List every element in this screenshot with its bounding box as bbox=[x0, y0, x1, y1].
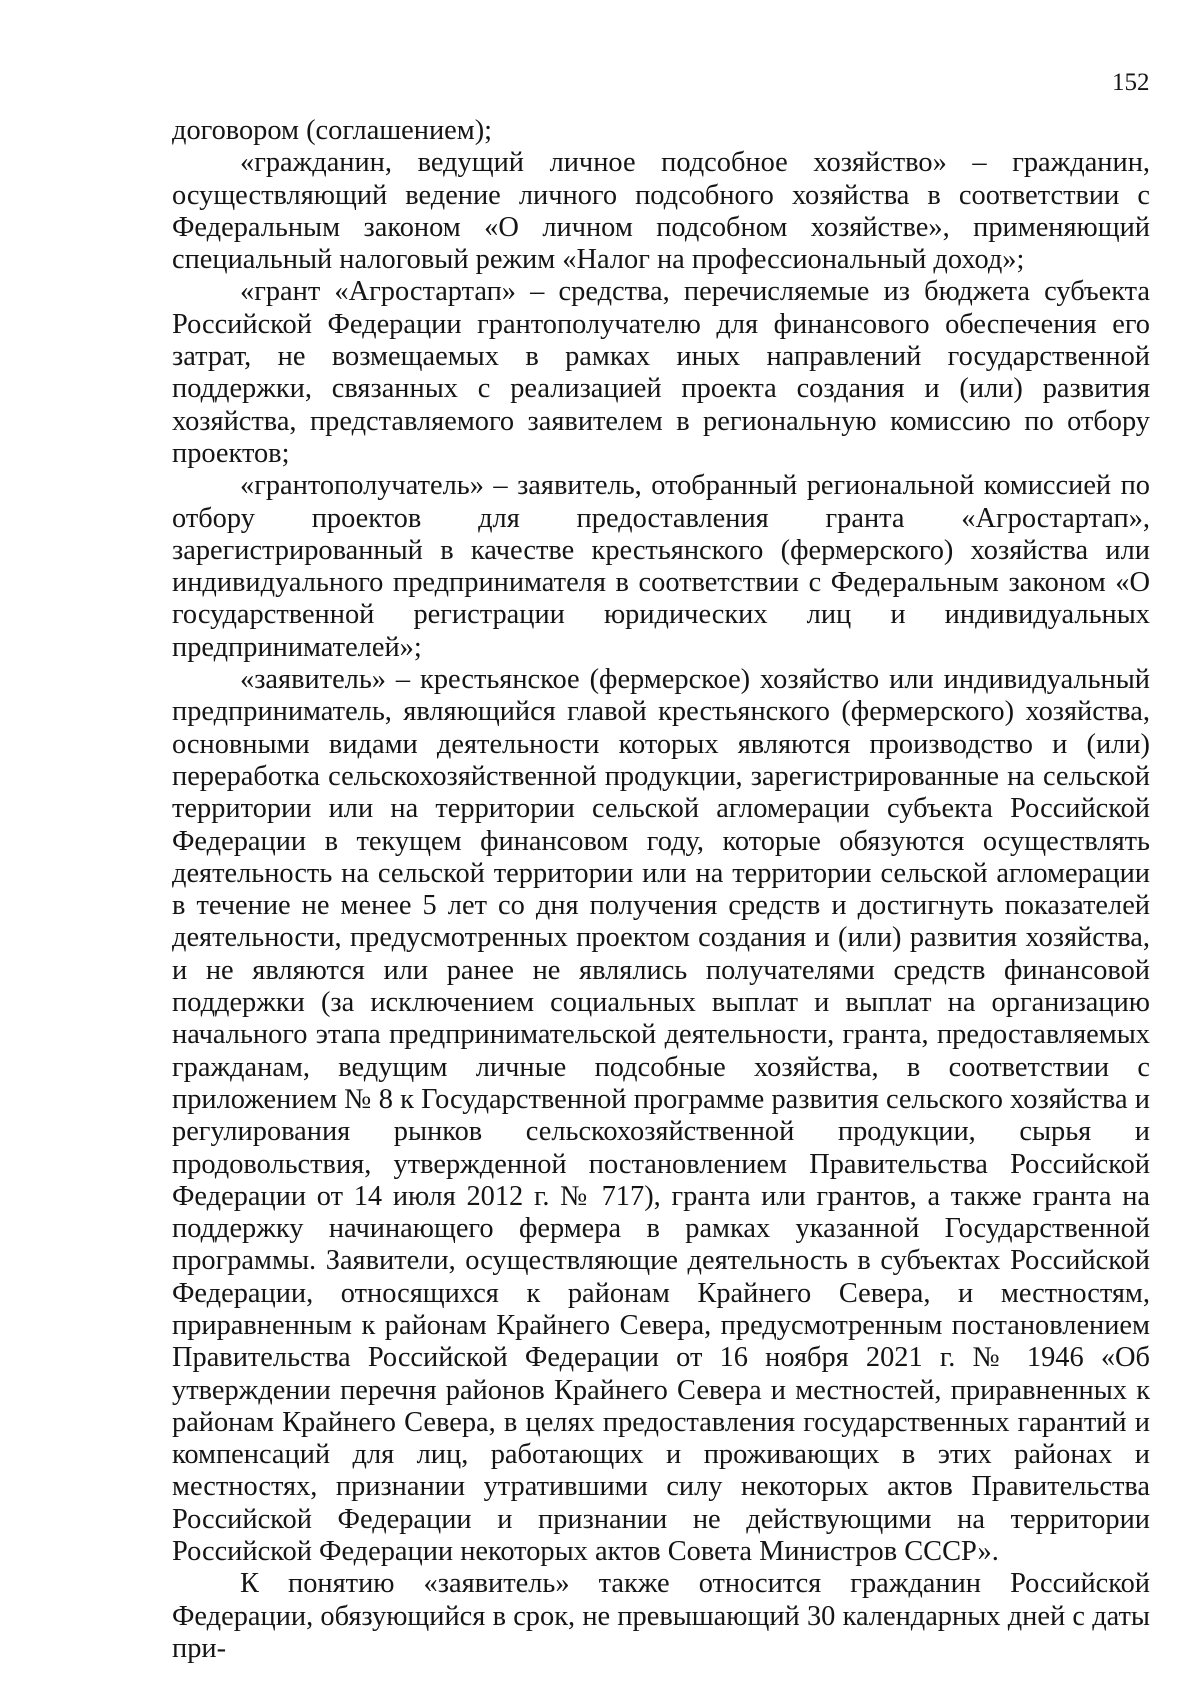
paragraph-agrostartup-grant-definition: «грант «Агростартап» – средства, перечисляемые из бюджета субъекта Российской Федерации грантополучателю для финансового обеспечения его затрат, не возмещаемых в рамках иных направлений государственной поддержки, связанных с реализацией проекта создания и (или) развития хозяйства, представляемого заявителем в региональную комиссию по отбору проектов; bbox=[172, 276, 1150, 469]
document-body bbox=[172, 115, 1150, 1665]
paragraph-contract-continuation: договором (соглашением); bbox=[172, 115, 493, 146]
paragraph-applicant-definition: «заявитель» – крестьянское (фермерское) хозяйство или индивидуальный предприниматель, являющийся главой крестьянского (фермерского) хозяйства, основными видами деятельности которых являются производство и (или) переработка сельскохозяйственной продукции, зарегистрированные на сельской территории или на территории сельской агломерации субъекта Российской Федерации в текущем финансовом году, которые обязуются осуществлять деятельность на сельской территории или на территории сельской агломерации в течение не менее 5 лет со дня получения средств и достигнуть показателей деятельности, предусмотренных проектом создания и (или) развития хозяйства, и не являются или ранее не являлись получателями средств финансовой поддержки (за исключением социальных выплат и выплат на организацию начального этапа предпринимательской деятельности, гранта, предоставляемых гражданам, ведущим личные подсобные хозяйства, в соответствии с приложением № 8 к Государственной программе развития сельского хозяйства и регулирования рынков сельскохозяйственной продукции, сырья и продовольствия, утвержденной постановлением Правительства Российской Федерации от 14 июля 2012 г. № 717), гранта или грантов, а также гранта на поддержку начинающего фермера в рамках указанной Государственной программы. Заявители, осуществляющие деятельность в субъектах Российской Федерации, относящихся к районам Крайнего Севера, и местностям, приравненным к районам Крайнего Севера, предусмотренным постановлением Правительства Российской Федерации от 16 ноября 2021 г. № 1946 «Об утверждении перечня районов Крайнего Севера и местностей, приравненных к районам Крайнего Севера, в целях предоставления государственных гарантий и компенсаций для лиц, работающих и проживающих в этих районах и местностях, признании утратившими силу некоторых актов Правительства Российской Федерации и признании не действующими на территории Российской Федерации некоторых актов Совета Министров СССР». bbox=[172, 664, 1150, 1568]
paragraph-citizen-definition: «гражданин, ведущий личное подсобное хозяйство» – гражданин, осуществляющий ведение личного подсобного хозяйства в соответствии с Федеральным законом «О личном подсобном хозяйстве», применяющий специальный налоговый режим «Налог на профессиональный доход»; bbox=[172, 147, 1150, 276]
paragraph-applicant-extension: К понятию «заявитель» также относится гражданин Российской Федерации, обязующийся в срок, не превышающий 30 календарных дней с даты при- bbox=[172, 1568, 1150, 1664]
paragraph-grant-recipient-definition: «грантополучатель» – заявитель, отобранный региональной комиссией по отбору проектов для предоставления гранта «Агростартап», зарегистрированный в качестве крестьянского (фермерского) хозяйства или индивидуального предпринимателя в соответствии с Федеральным законом «О государственной регистрации юридических лиц и индивидуальных предпринимателей»; bbox=[172, 470, 1150, 663]
page-number: 152 bbox=[1112, 69, 1150, 96]
